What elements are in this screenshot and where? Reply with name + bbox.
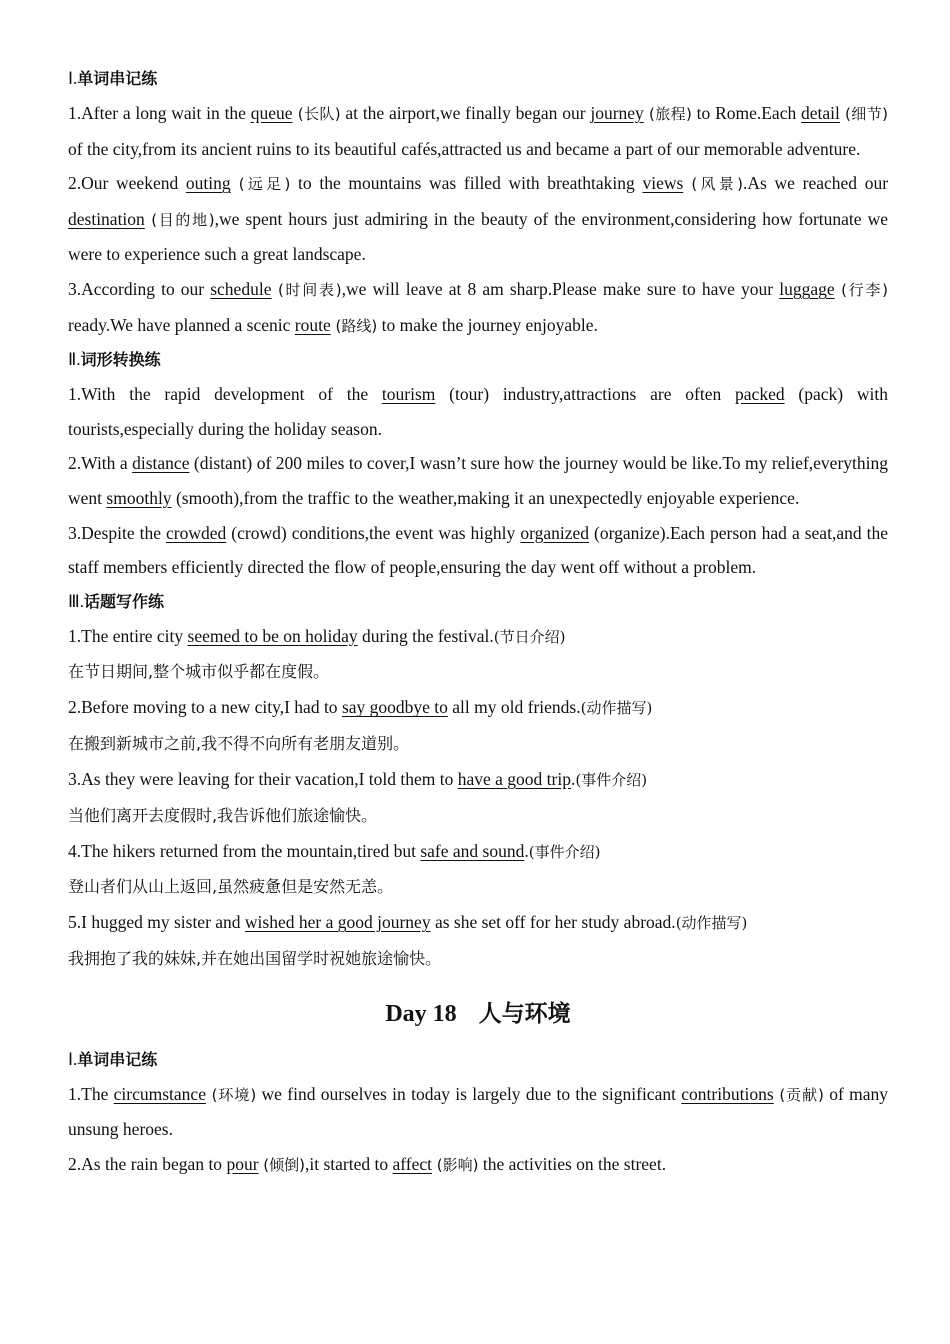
section-title: 单词串记练 <box>77 69 158 88</box>
writing-sentence-4: 4.The hikers returned from the mountain,tired but safe and sound.(事件介绍) <box>68 840 601 861</box>
answer-blank: seemed to be on holiday <box>187 625 358 646</box>
section-number: Ⅰ. <box>68 1049 78 1069</box>
answer-blank: pour <box>226 1153 259 1174</box>
section-heading-topic-writing <box>68 585 888 619</box>
answer-blank: schedule <box>210 278 272 299</box>
writing-sentence-3: 3.As they were leaving for their vacation,I told them to have a good trip.(事件介绍) <box>68 768 648 789</box>
day-number: Day 18 <box>385 1000 457 1027</box>
vocab-paragraph-1: 1.After a long wait in the queue (长队) at the airport,we finally began our journey (旅程) to Rome.Each detail (细节) of the city,from its ancient ruins to its beautiful cafés,attracted us and became a part of our memorable adventure. <box>68 103 888 159</box>
writing-translation-1: 在节日期间,整个城市似乎都在度假。 <box>68 662 330 682</box>
answer-blank: tourism <box>381 384 436 405</box>
section-title: 单词串记练 <box>77 1049 158 1069</box>
forms-paragraph-3: 3.Despite the crowded (crowd) conditions,the event was highly organized (organize).Each person had a seat,and the staff members efficiently directed the flow of people,ensuring the day went off without a problem. <box>68 522 888 578</box>
section-heading-word-forms <box>68 343 888 377</box>
writing-translation-4: 登山者们从山上返回,虽然疲惫但是安然无恙。 <box>68 877 394 897</box>
answer-blank: contributions <box>681 1083 774 1104</box>
answer-blank: views <box>642 173 684 194</box>
answer-blank: queue <box>250 103 293 123</box>
vocab-paragraph-3: 3.According to our schedule (时间表),we will leave at 8 am sharp.Please make sure to have your luggage (行李) ready.We have planned a scenic route (路线) to make the journey enjoyable. <box>68 278 888 335</box>
topic-tag: (动作描写) <box>580 699 653 718</box>
topic-tag: (动作描写) <box>675 914 748 933</box>
section-heading-vocab-day18 <box>68 1043 888 1077</box>
answer-blank: wished her a good journey <box>244 912 431 933</box>
answer-blank: destination <box>68 208 145 229</box>
section-title: 词形转换练 <box>80 350 161 370</box>
topic-tag: (事件介绍) <box>575 770 648 789</box>
answer-blank: organized <box>520 522 589 543</box>
section-title: 话题写作练 <box>83 591 164 611</box>
answer-blank: safe and sound <box>420 840 525 861</box>
vocab-paragraph-2: 2.Our weekend outing (远足) to the mountains was filled with breathtaking views (风景).As we reached our destination (目的地),we spent hours just admiring in the beauty of the environment,considering how fortunate we were to experience such a great landscape. <box>68 173 889 265</box>
day18-vocab-paragraph-2: 2.As the rain began to pour (倾倒),it started to affect (影响) the activities on the street. <box>68 1153 667 1174</box>
answer-blank: detail <box>801 103 840 123</box>
topic-tag: (事件介绍) <box>528 842 601 861</box>
answer-blank: circumstance <box>113 1083 206 1104</box>
writing-sentence-5: 5.I hugged my sister and wished her a good journey as she set off for her study abroad.(动作描写) <box>68 912 748 933</box>
writing-translation-2: 在搬到新城市之前,我不得不向所有老朋友道别。 <box>68 733 410 753</box>
section-heading-vocab <box>68 62 888 96</box>
answer-blank: packed <box>735 384 785 405</box>
topic-tag: (节日介绍) <box>493 627 566 646</box>
answer-blank: smoothly <box>106 487 172 508</box>
answer-blank: outing <box>185 173 231 194</box>
writing-sentence-2: 2.Before moving to a new city,I had to say goodbye to all my old friends.(动作描写) <box>68 697 653 718</box>
writing-translation-5: 我拥抱了我的妹妹,并在她出国留学时祝她旅途愉快。 <box>68 948 442 968</box>
section-number: Ⅱ. <box>68 350 81 370</box>
section-number: Ⅰ. <box>68 69 78 88</box>
writing-translation-3: 当他们离开去度假时,我告诉他们旅途愉快。 <box>68 805 378 825</box>
answer-blank: luggage <box>779 278 835 299</box>
answer-blank: say goodbye to <box>341 697 448 718</box>
answer-blank: distance <box>132 453 190 474</box>
day18-vocab-paragraph-1: 1.The circumstance (环境) we find ourselves in today is largely due to the significant contributions (贡献) of many unsung heroes. <box>68 1083 888 1140</box>
forms-paragraph-2: 2.With a distance (distant) of 200 miles to cover,I wasn’t sure how the journey would be like.To my relief,everything went smoothly (smooth),from the traffic to the weather,making it an unexpectedly enjoyable experience. <box>68 453 888 508</box>
section-number: Ⅲ. <box>68 591 84 611</box>
day-theme: 人与环境 <box>478 1000 571 1027</box>
answer-blank: route <box>294 314 331 335</box>
day-title <box>68 985 888 1043</box>
worksheet-page <box>68 62 888 1182</box>
writing-sentence-1: 1.The entire city seemed to be on holiday during the festival.(节日介绍) <box>68 625 566 646</box>
answer-blank: crowded <box>166 522 227 543</box>
answer-blank: affect <box>392 1153 432 1174</box>
answer-blank: have a good trip <box>457 768 571 789</box>
forms-paragraph-1: 1.With the rapid development of the tourism (tour) industry,attractions are often packed (pack) with tourists,especially during the holiday season. <box>68 384 888 439</box>
answer-blank: journey <box>590 103 644 123</box>
